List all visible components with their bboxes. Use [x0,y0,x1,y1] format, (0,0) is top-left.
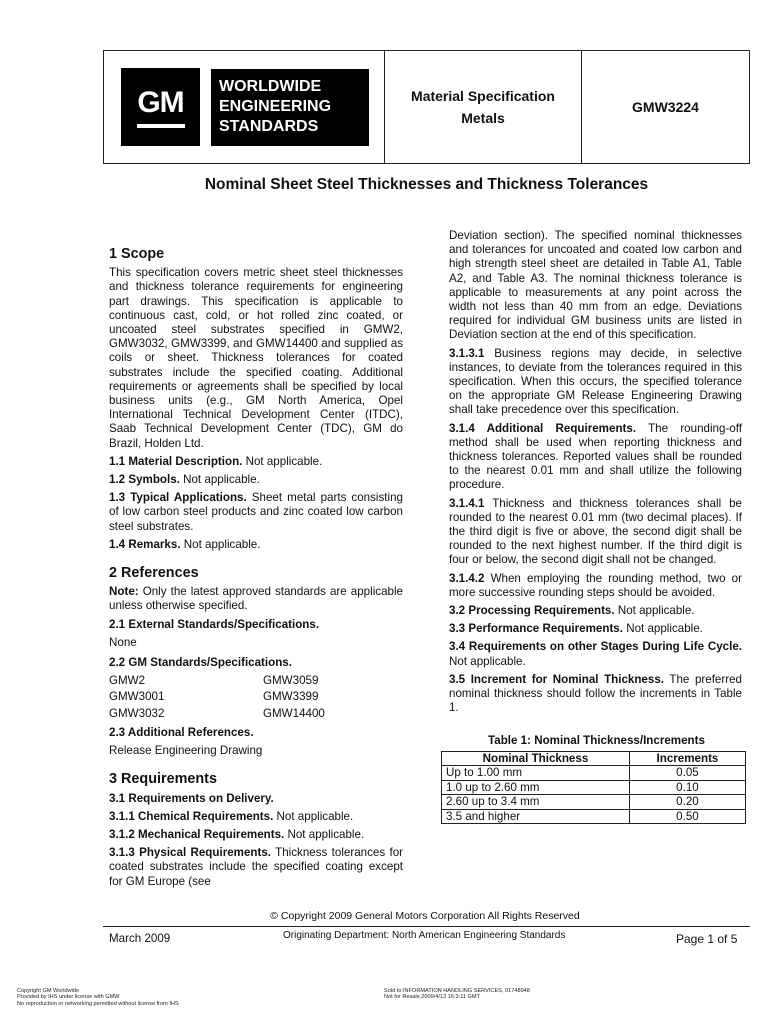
table-cell: 0.20 [629,795,745,810]
left-column [109,247,403,893]
license-notes-left [17,988,179,1007]
section-3-2 [449,604,742,618]
section-3-1-1-label: 3.1.1 Chemical Requirements. [109,809,274,823]
section-3-5 [449,673,742,716]
section-1-1-text: Not applicable. [242,454,323,468]
section-2-1-text: None [109,635,137,649]
section-1-2-label: 1.2 Symbols. [109,473,180,487]
logo-area [104,51,384,163]
right-column [446,229,742,824]
section-1-3-text: Sheet metal parts consisting of low carbon steel products and zinc coated low carbon steel substrates. [109,491,403,533]
section-3-1-2-label: 3.1.2 Mechanical Requirements. [109,827,285,841]
footer-date: March 2009 [109,932,171,945]
section-3-1-4-2-text: When employing the rounding method, two or more successive rounding steps should be avoided. [449,571,742,599]
doc-number: GMW3224 [581,51,749,163]
spec-type [384,51,581,163]
copyright-notice: © Copyright 2009 General Motors Corporation All Rights Reserved [270,910,580,922]
section-3-4 [449,640,742,668]
standards-line-2: ENGINEERING [219,98,332,115]
license-note: No reproduction or networking permitted without license from IHS [17,1000,179,1007]
section-1-4-text: Not applicable. [180,537,261,551]
section-3-5-text: The preferred nominal thickness should follow the increments in Table 1. [449,672,742,715]
section-3-1-label: 3.1 Requirements on Delivery. [109,791,274,805]
section-3-1 [109,792,403,806]
section-1-2 [109,473,403,487]
table-header-cell: Increments [629,751,745,766]
gm-standard-item: GMW2 [109,674,146,688]
note-text: Only the latest approved standards are applicable unless otherwise specified. [109,585,403,613]
header-box [103,50,750,164]
section-3-1-4 [449,422,742,493]
standards-banner [211,69,369,146]
section-2-1-label: 2.1 External Standards/Specifications. [109,617,320,631]
footer-page-number: Page 1 of 5 [676,932,738,946]
section-3-1-2 [109,828,403,842]
section-3-1-1 [109,810,403,824]
references-note [109,585,403,613]
physical-requirements-continued: Deviation section). The specified nominal thicknesses and tolerances for uncoated and coated low carbon and high strength steel sheet are detailed in Table A1, Table A2, and Table A3. The nominal thickness tolerance is applicable to measurements at any point across the width not less than 40 mm from an edge. Deviations required for individual GM business units are listed in Deviation section at the end of this specification. [449,229,742,342]
table-header-row [442,751,746,766]
table-header-cell: Nominal Thickness [442,751,630,766]
spec-type-line-1: Material Specification [411,88,555,104]
spec-type-line-2: Metals [461,110,505,126]
section-1-4 [109,538,403,552]
section-2-2 [109,656,403,670]
gm-logo [121,68,200,146]
section-3-1-4-1-text: Thickness and thickness tolerances shall be rounded to the nearest 0.01 mm (two decimal places). If the third digit is five or above, the second digit shall be rounded to the next highest number. If the third digit is four or below, the second digit shall not be changed. [449,496,742,567]
section-3-1-1-text: Not applicable. [273,809,354,823]
section-3-1-4-2 [449,572,742,600]
section-3-1-4-text: The rounding-off method shall be used when reporting thickness and thickness tolerances. Reported values shall be rounded to the nearest 0.01 mm and shall utilize the following procedure. [449,421,742,492]
section-3-2-label: 3.2 Processing Requirements. [449,604,615,618]
gm-standard-item: GMW3059 [263,674,319,688]
requirements-heading: 3 Requirements [109,771,217,788]
gm-standard-item: GMW3399 [263,690,319,704]
section-2-3 [109,726,403,740]
table-row [442,766,746,781]
section-1-1 [109,455,403,469]
thickness-table [441,751,746,825]
section-3-1-2-text: Not applicable. [284,827,365,841]
section-3-1-3-1 [449,347,742,418]
license-note: Sold to:INFORMATION HANDLING SERVICES, 01748948 [384,988,530,994]
section-1-1-label: 1.1 Material Description. [109,454,243,468]
note-label: Note: [109,585,139,599]
section-1-3-label: 1.3 Typical Applications. [109,491,247,505]
license-note: Copyright GM Worldwide [17,988,80,994]
license-note: Provided by IHS under license with GMW [17,994,120,1001]
gm-standard-item: GMW14400 [263,706,325,720]
section-3-1-3 [109,846,403,889]
section-3-1-4-label: 3.1.4 Additional Requirements. [449,421,637,435]
gm-standard-item: GMW3032 [109,706,165,720]
section-3-1-4-1 [449,497,742,568]
section-3-3 [449,622,742,636]
section-3-1-3-label: 3.1.3 Physical Requirements. [109,846,272,860]
table-cell: 3.5 and higher [442,809,630,824]
section-3-1-3-1-label: 3.1.3.1 [449,346,485,360]
footer-department: Originating Department: North American Engineering Standards [283,930,566,941]
license-notes-right [384,988,530,1001]
section-2-2-label: 2.2 GM Standards/Specifications. [109,656,292,670]
gm-standards-list [109,674,403,721]
license-note: Not for Resale,2009/4/13 16:3:11 GMT [384,994,480,1001]
table-1-title: Table 1: Nominal Thickness/Increments [488,733,705,747]
table-cell: 0.05 [629,766,745,781]
gm-logo-text: GM [137,86,184,119]
section-3-1-4-1-label: 3.1.4.1 [449,496,485,510]
section-3-4-label: 3.4 Requirements on other Stages During Life Cycle. [449,640,742,654]
table-row [442,795,746,810]
document-title: Nominal Sheet Steel Thicknesses and Thickness Tolerances [204,176,649,193]
gm-standard-item: GMW3001 [109,690,165,704]
gm-logo-bar [137,124,185,128]
standards-line-1: WORLDWIDE [219,78,322,95]
section-1-4-label: 1.4 Remarks. [109,537,181,551]
table-row [442,809,746,824]
section-3-5-label: 3.5 Increment for Nominal Thickness. [449,672,664,686]
section-3-4-text: Not applicable. [449,654,526,668]
section-1-2-text: Not applicable. [179,473,260,487]
section-3-1-4-2-label: 3.1.4.2 [449,571,485,585]
standards-line-3: STANDARDS [219,118,319,135]
references-heading: 2 References [109,565,199,582]
section-3-3-label: 3.3 Performance Requirements. [449,622,623,636]
footer-divider [103,926,750,927]
section-2-3-label: 2.3 Additional References. [109,725,254,739]
section-2-1 [109,618,403,632]
table-cell: 2.60 up to 3.4 mm [442,795,630,810]
section-3-1-3-1-text: Business regions may decide, in selective instances, to deviate from the tolerances required in this specification. When this occurs, the specified tolerance on the appropriate GM Release Engineering Drawing shall take precedence over this specification. [449,346,742,417]
section-2-3-text: Release Engineering Drawing [109,744,263,758]
table-cell: Up to 1.00 mm [442,766,630,781]
table-cell: 0.50 [629,809,745,824]
scope-heading: 1 Scope [109,246,165,262]
table-row [442,780,746,795]
section-1-3 [109,491,403,534]
section-3-1-3-text: Thickness tolerances for coated substrates include the specified coating except for GM Europe (see [109,846,404,888]
scope-text: This specification covers metric sheet steel thicknesses and thickness tolerance requirements for engineering part drawings. This specification is applicable to continuous cast, cold, or hot rolled zinc coated, or uncoated steel substrates specified in GMW2, GMW3032, GMW3399, and GMW14400 and supplied as coils or sheet. Thickness tolerances for coated substrates include the specified coating. Additional requirements or agreements shall be specified by local business units (e.g., GM North America, Opel International Technical Development Center (ITDC), Saab Technical Development Center (TDC), GM do Brazil, Holden Ltd. [109,266,403,450]
table-cell: 0.10 [629,780,745,795]
table-cell: 1.0 up to 2.60 mm [442,780,630,795]
section-3-3-text: Not applicable. [622,622,703,636]
section-3-2-text: Not applicable. [614,604,695,618]
